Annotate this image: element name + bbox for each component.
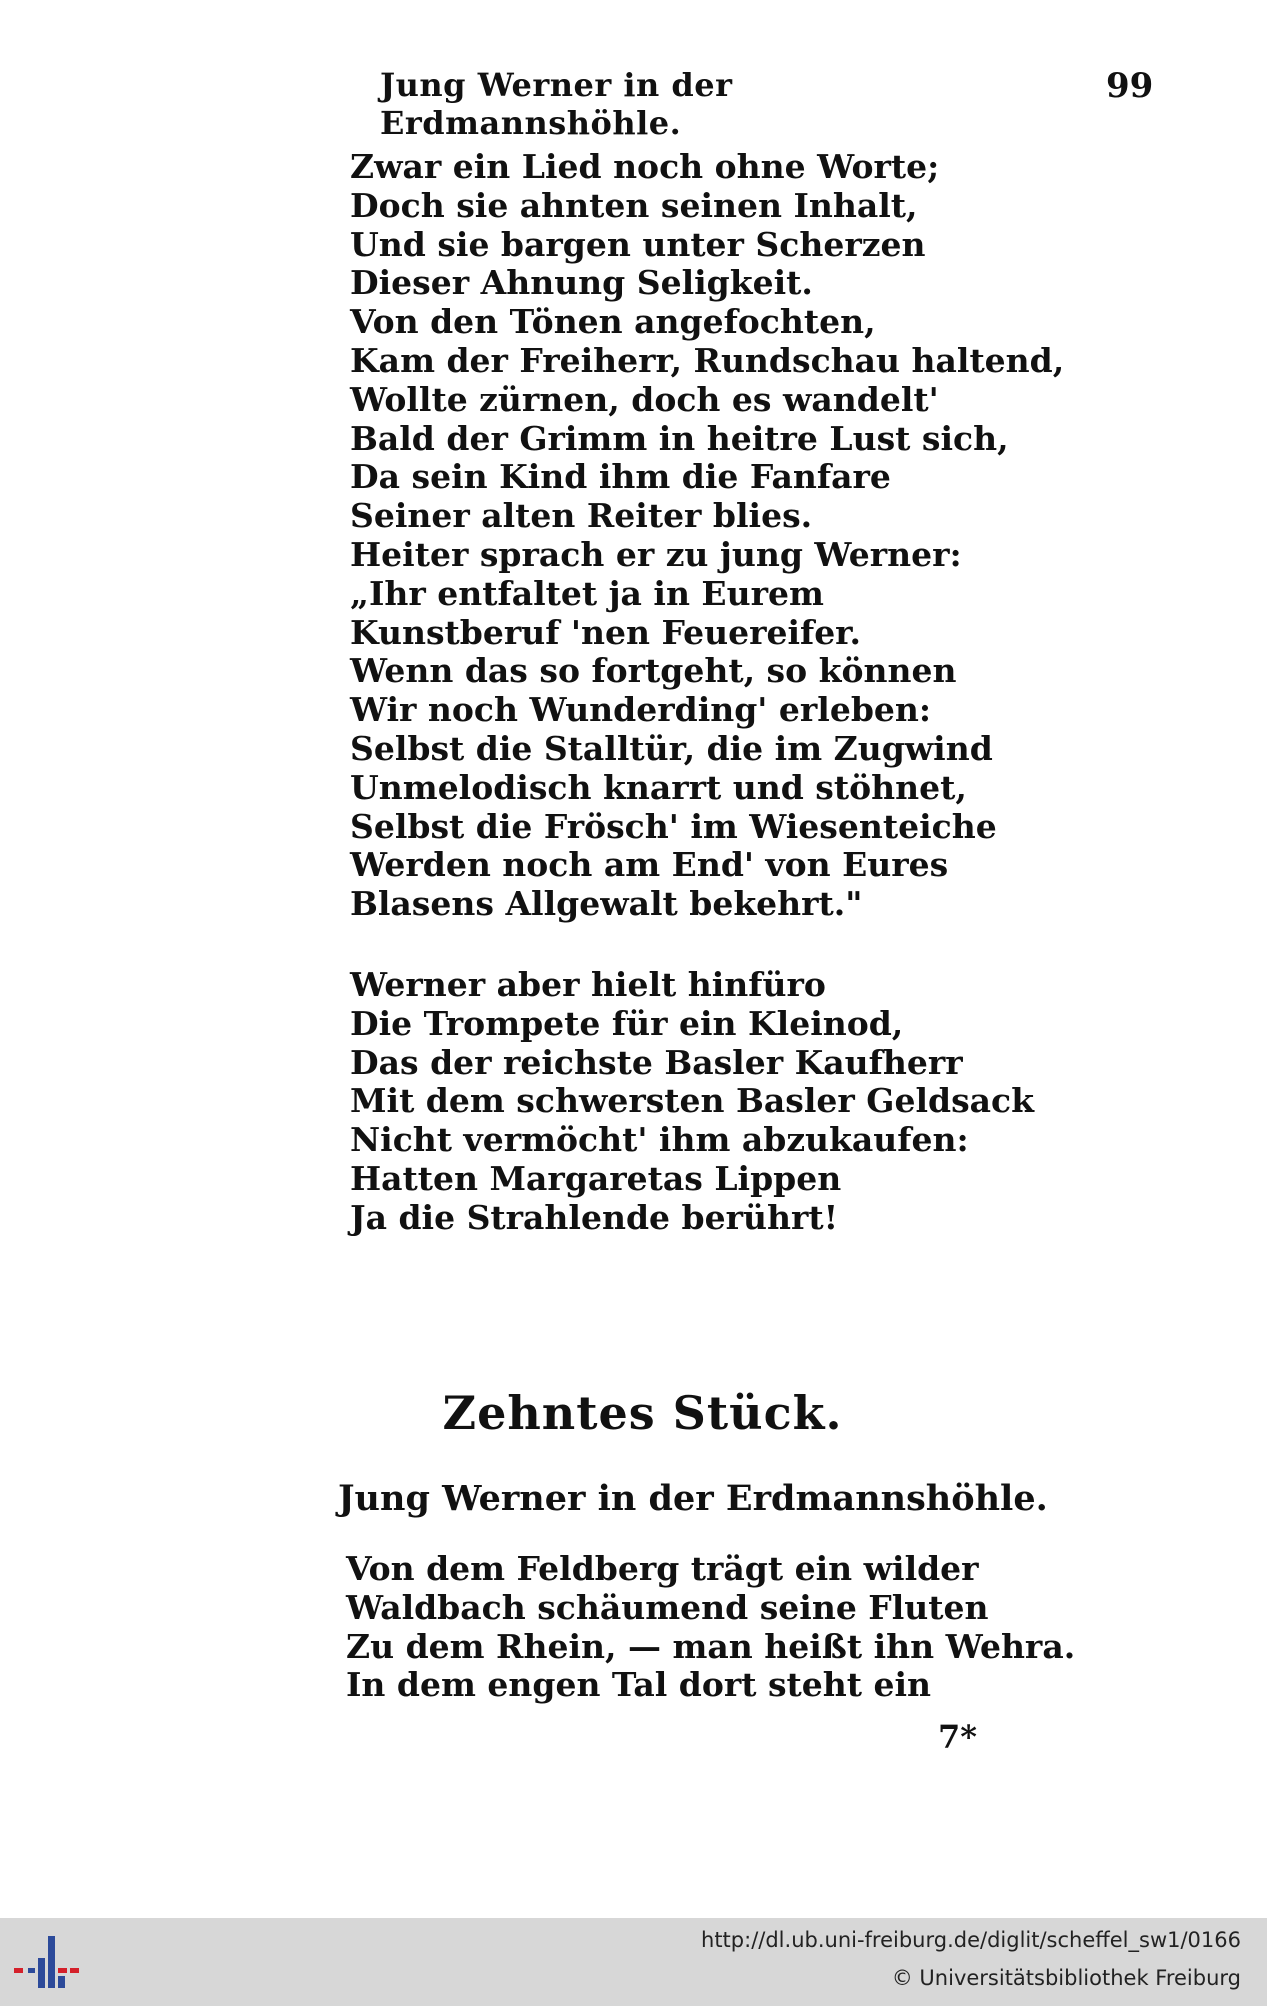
poem-line: Selbst die Stalltür, die im Zugwind [350, 728, 993, 768]
poem-line: Wenn das so fortgeht, so können [350, 651, 957, 691]
poem-line: Da sein Kind ihm die Fanfare [350, 457, 891, 497]
poem-line: Bald der Grimm in heitre Lust sich, [350, 418, 1009, 458]
poem-line: Die Trompete für ein Kleinod, [350, 1003, 904, 1043]
poem-line: Dieser Ahnung Seligkeit. [350, 263, 813, 303]
poem-line: In dem engen Tal dort steht ein [346, 1665, 932, 1705]
poem-line: Zwar ein Lied noch ohne Worte; [350, 147, 940, 186]
copyright-notice: © Universitätsbibliothek Freiburg [891, 1966, 1241, 1990]
poem-line: Von dem Feldberg trägt ein wilder [346, 1549, 979, 1588]
poem-line: Heiter sprach er zu jung Werner: [350, 534, 962, 574]
poem-line: Mit dem schwersten Basler Geldsack [350, 1081, 1034, 1121]
poem-stanza-1 [350, 148, 1064, 924]
poem-line: Kunstberuf 'nen Feuereifer. [350, 612, 862, 652]
poem-line: Hatten Margaretas Lippen [350, 1158, 842, 1198]
poem-line: Werner aber hielt hinfüro [350, 965, 826, 1004]
poem-line: Von den Tönen angefochten, [350, 302, 876, 342]
poem-line: Werden noch am End' von Eures [350, 845, 949, 885]
source-url-link[interactable]: http://dl.ub.uni-freiburg.de/diglit/scheffel_sw1/0166 [701, 1928, 1241, 1952]
poem-line: Das der reichste Basler Kaufherr [350, 1042, 963, 1082]
poem-line: Wollte zürnen, doch es wandelt' [350, 379, 939, 419]
chapter-subheading: Jung Werner in der Erdmannshöhle. [338, 1478, 1048, 1519]
poem-stanza-3 [346, 1550, 1075, 1705]
poem-line: Nicht vermöcht' ihm abzukaufen: [350, 1120, 969, 1160]
poem-line: Seiner alten Reiter blies. [350, 496, 813, 536]
running-head: Jung Werner in der Erdmannshöhle. [380, 66, 733, 142]
poem-line: Und sie bargen unter Scherzen [350, 224, 926, 264]
poem-line: Wir noch Wunderding' erleben: [350, 690, 932, 730]
poem-line: Unmelodisch knarrt und stöhnet, [350, 767, 967, 807]
poem-line: „Ihr entfaltet ja in Eurem [350, 573, 824, 613]
poem-line: Waldbach schäumend seine Fluten [346, 1587, 989, 1627]
viewer-footer-bar [0, 1918, 1267, 2006]
poem-line: Ja die Strahlende berührt! [350, 1197, 839, 1237]
signature-mark: 7* [938, 1718, 977, 1756]
ub-freiburg-logo-icon [14, 1928, 84, 1994]
poem-line: Doch sie ahnten seinen Inhalt, [350, 185, 918, 225]
page-number: 99 [1106, 66, 1154, 106]
poem-line: Kam der Freiherr, Rundschau haltend, [350, 340, 1065, 380]
poem-line: Blasens Allgewalt bekehrt." [350, 884, 863, 924]
poem-line: Zu dem Rhein, — man heißt ihn Wehra. [346, 1626, 1076, 1666]
chapter-heading: Zehntes Stück. [442, 1386, 843, 1440]
poem-stanza-2 [350, 966, 1034, 1238]
poem-line: Selbst die Frösch' im Wiesenteiche [350, 806, 997, 846]
